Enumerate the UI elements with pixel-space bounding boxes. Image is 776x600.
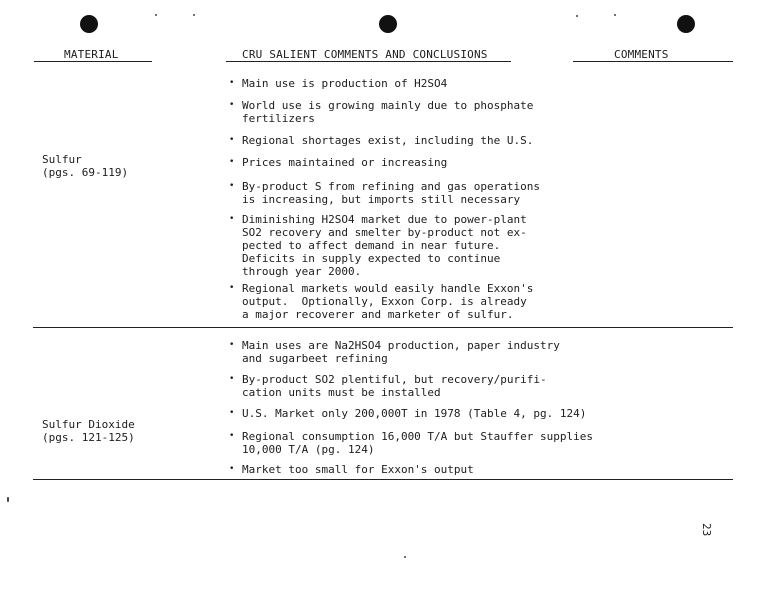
scan-speck	[7, 497, 9, 502]
scan-speck	[404, 556, 406, 558]
bullet-marker: •	[229, 340, 235, 350]
scan-speck	[155, 14, 157, 16]
bullet-marker: •	[229, 464, 235, 474]
header-material-underline	[34, 61, 152, 62]
page-number: 23	[700, 523, 713, 537]
bullet-text: Main use is production of H2SO4	[242, 77, 448, 90]
bullet-text: By-product SO2 plentiful, but recovery/purifi- cation units must be installed	[242, 373, 547, 399]
bullet-marker: •	[229, 181, 235, 191]
bullet-text: Main uses are Na2HSO4 production, paper industry and sugarbeet refining	[242, 339, 560, 365]
bullet-marker: •	[229, 78, 235, 88]
punch-hole-center	[379, 15, 397, 33]
bullet-text: Market too small for Exxon's output	[242, 463, 474, 476]
header-comments-underline	[573, 61, 733, 62]
bullet-text: Prices maintained or increasing	[242, 156, 448, 169]
table-bottom-rule	[33, 479, 733, 480]
bullet-text: Diminishing H2SO4 market due to power-plant SO2 recovery and smelter by-product not ex- pected to affect demand in near future. Deficits in supply expected to continue through year 2000.	[242, 213, 527, 278]
bullet-marker: •	[229, 135, 235, 145]
bullet-text: U.S. Market only 200,000T in 1978 (Table 4, pg. 124)	[242, 407, 587, 420]
bullet-marker: •	[229, 100, 235, 110]
header-material: MATERIAL	[64, 48, 119, 61]
bullet-marker: •	[229, 157, 235, 167]
bullet-marker: •	[229, 431, 235, 441]
punch-hole-right	[677, 15, 695, 33]
bullet-text: World use is growing mainly due to phosphate fertilizers	[242, 99, 534, 125]
material-sulfur-dioxide: Sulfur Dioxide (pgs. 121-125)	[42, 418, 135, 444]
bullet-text: By-product S from refining and gas operations is increasing, but imports still necessary	[242, 180, 541, 206]
row-divider	[33, 327, 733, 328]
bullet-text: Regional consumption 16,000 T/A but Stauffer supplies 10,000 T/A (pg. 124)	[242, 430, 593, 456]
header-cru-underline	[226, 61, 511, 62]
bullet-marker: •	[229, 374, 235, 384]
bullet-marker: •	[229, 283, 235, 293]
scan-speck	[193, 14, 195, 16]
bullet-text: Regional shortages exist, including the U.S.	[242, 134, 534, 147]
material-sulfur: Sulfur (pgs. 69-119)	[42, 153, 129, 179]
bullet-marker: •	[229, 408, 235, 418]
bullet-marker: •	[229, 214, 235, 224]
punch-hole-left	[80, 15, 98, 33]
bullet-text: Regional markets would easily handle Exxon's output. Optionally, Exxon Corp. is already a major recoverer and marketer of sulfur.	[242, 282, 534, 321]
header-comments: COMMENTS	[614, 48, 669, 61]
scan-speck	[576, 15, 578, 17]
header-cru-comments: CRU SALIENT COMMENTS AND CONCLUSIONS	[242, 48, 488, 61]
scan-speck	[614, 14, 616, 16]
